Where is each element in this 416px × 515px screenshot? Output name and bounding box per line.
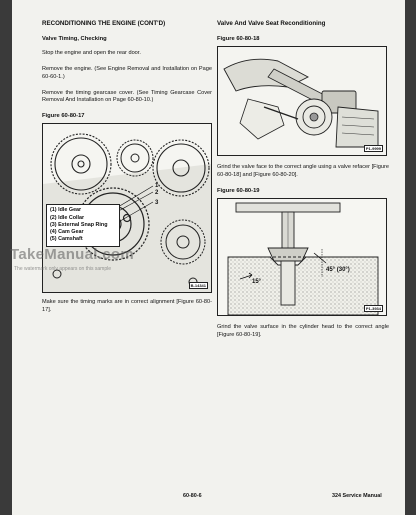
body-paragraph: Grind the valve face to the correct angle using a valve refacer [Figure 60-80-18] and [Figure 60-80-20].: [217, 164, 389, 178]
svg-text:2: 2: [155, 190, 159, 197]
step-paragraph: Remove the engine. (See Engine Removal and Installation on Page 60-60-1.): [42, 65, 212, 80]
valve-seat-angle-figure: [217, 198, 387, 316]
figure-id: P1-9999: [365, 146, 381, 152]
svg-text:1: 1: [155, 183, 159, 190]
manual-title: 324 Service Manual: [332, 493, 382, 499]
figure-label: Figure 60-80-18: [217, 36, 260, 43]
right-column: [217, 20, 389, 347]
figure-label: Figure 60-80-17: [42, 113, 85, 120]
step-paragraph: Make sure the timing marks are in correct alignment [Figure 60-80-17].: [42, 299, 212, 314]
callout-snap-ring: (3) External Snap Ring: [50, 221, 108, 228]
figure-id: B-14341: [190, 283, 206, 289]
valve-seat-angle-illustration: [218, 199, 386, 315]
step-paragraph: Remove the timing gearcase cover. (See Timing Gearcase Cover Removal And Installation on Page 60-80-10.): [42, 89, 212, 104]
section-heading: Valve And Valve Seat Reconditioning: [217, 20, 326, 27]
svg-text:3: 3: [155, 200, 159, 207]
valve-refacer-illustration: [218, 47, 386, 155]
angle-label-right: 45° (30°): [326, 266, 350, 273]
figure-id: P1-3934: [365, 305, 381, 311]
figure-callout-legend: [46, 204, 120, 246]
step-paragraph: Stop the engine and open the rear door.: [42, 50, 141, 57]
figure-label: Figure 60-80-19: [217, 187, 260, 194]
watermark-subtitle: The watermark only appears on this sample: [14, 266, 111, 272]
callout-camshaft: (5) Camshaft: [50, 236, 83, 243]
watermark-title: TakeManual.com: [10, 246, 134, 263]
callout-cam-gear: (4) Cam Gear: [50, 229, 84, 236]
callout-idle-collar: (2) Idle Collar: [50, 214, 85, 221]
callout-idle-gear: (1) Idle Gear: [50, 207, 82, 214]
left-column: [42, 20, 212, 323]
page-number: 60-80-6: [183, 493, 202, 499]
angle-label-left: 15°: [252, 278, 262, 285]
body-paragraph: Grind the valve surface in the cylinder head to the correct angle [Figure 60-80-19].: [217, 323, 389, 338]
section-heading: RECONDITIONING THE ENGINE (CONT'D): [42, 20, 166, 27]
procedure-subheading: Valve Timing, Checking: [42, 36, 107, 43]
valve-refacer-figure: [217, 46, 387, 156]
